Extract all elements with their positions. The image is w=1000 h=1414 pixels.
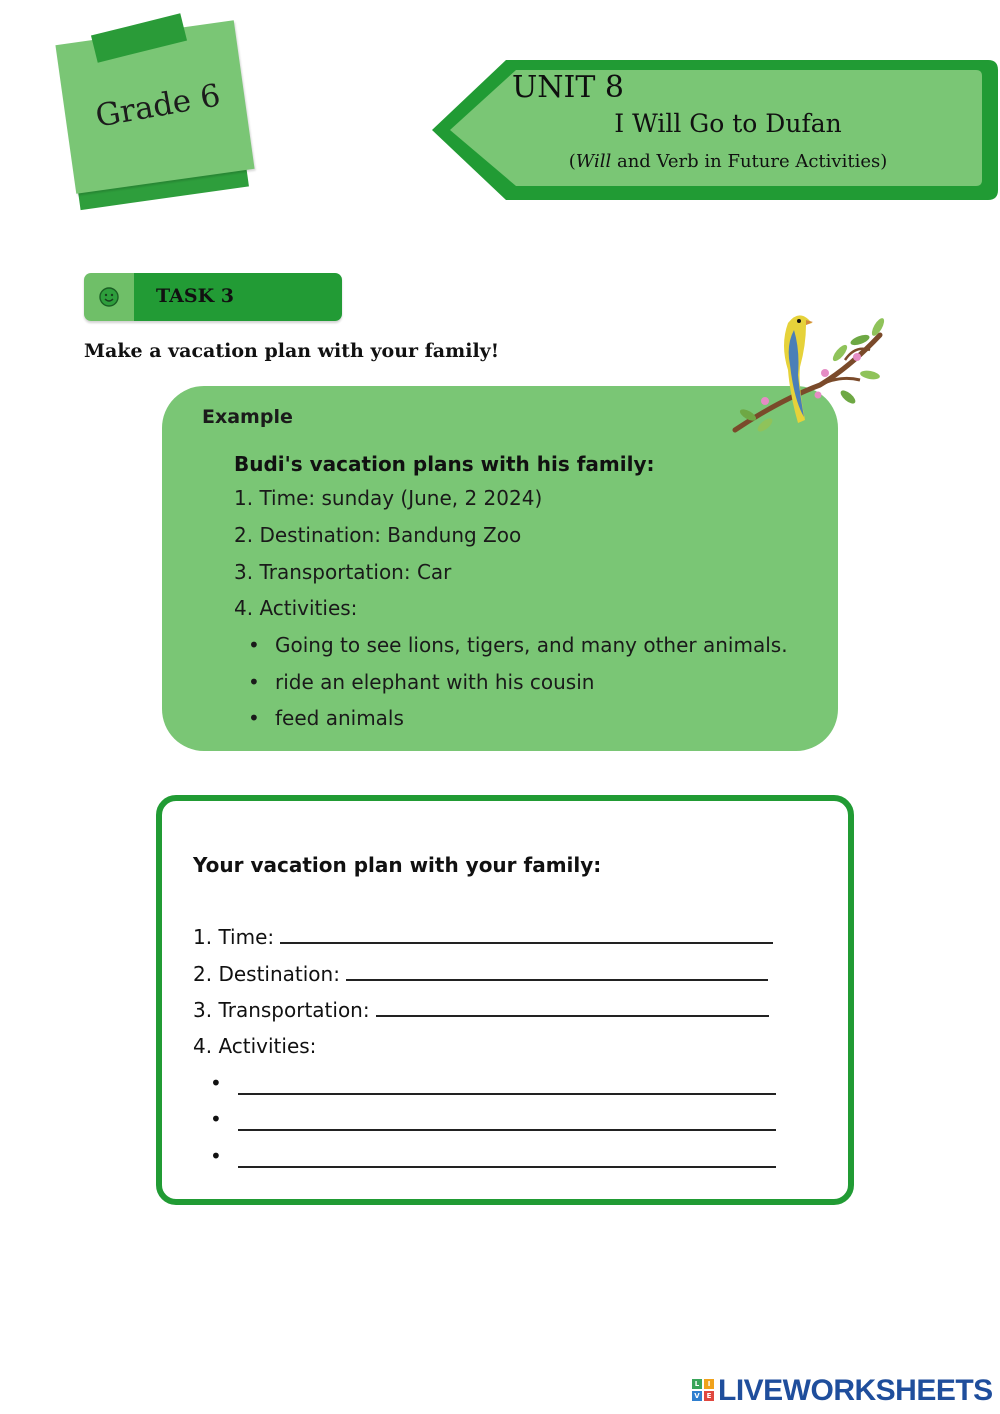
- logo-cell: E: [704, 1391, 714, 1401]
- bullet-dot: •: [210, 1107, 222, 1131]
- unit-subtitle: I Will Go to Dufan: [614, 109, 842, 138]
- example-activity-item: [252, 670, 594, 694]
- smiley-icon: [99, 287, 119, 307]
- instruction-text: Make a vacation plan with your family!: [84, 340, 500, 362]
- answer-destination-label: 2. Destination:: [193, 962, 340, 986]
- answer-transportation-row: [193, 997, 769, 1022]
- activity-text: ride an elephant with his cousin: [275, 670, 595, 694]
- task-pill: [84, 273, 342, 321]
- note-open: (: [568, 151, 576, 172]
- activity-blank[interactable]: [238, 1075, 776, 1095]
- task-label: TASK 3: [156, 285, 234, 307]
- answer-heading: Your vacation plan with your family:: [193, 853, 602, 877]
- example-time: 1. Time: sunday (June, 2 2024): [234, 486, 543, 510]
- transportation-blank[interactable]: [376, 997, 769, 1017]
- unit-banner: [428, 58, 998, 202]
- grade-sticky-note: [55, 10, 285, 220]
- activity-blank[interactable]: [238, 1148, 776, 1168]
- activity-blank[interactable]: [238, 1111, 776, 1131]
- example-destination: 2. Destination: Bandung Zoo: [234, 523, 522, 547]
- grade-label: Grade 6: [92, 77, 224, 135]
- answer-activities-label: 4. Activities:: [193, 1034, 317, 1058]
- example-card: [162, 386, 838, 751]
- example-transportation: 3. Transportation: Car: [234, 560, 452, 584]
- example-activity-item: [252, 706, 404, 730]
- logo-cell: I: [704, 1379, 714, 1389]
- answer-time-label: 1. Time:: [193, 925, 275, 949]
- logo-cell: V: [692, 1391, 702, 1401]
- unit-title: UNIT 8: [512, 70, 625, 105]
- bird-illustration: [720, 305, 890, 440]
- example-activity-item: [252, 633, 788, 657]
- note-rest: and Verb in Future Activities): [611, 151, 888, 172]
- bullet-dot: •: [210, 1071, 222, 1095]
- example-title: Example: [202, 406, 293, 428]
- answer-destination-row: [193, 961, 768, 986]
- logo-cell: L: [692, 1379, 702, 1389]
- destination-blank[interactable]: [346, 961, 768, 981]
- time-blank[interactable]: [280, 924, 773, 944]
- activity-text: Going to see lions, tigers, and many other animals.: [275, 633, 788, 657]
- note-italic: Will: [575, 151, 612, 172]
- bullet-dot: •: [210, 1144, 222, 1168]
- answer-time-row: [193, 924, 773, 949]
- answer-transportation-label: 3. Transportation:: [193, 998, 370, 1022]
- activity-text: feed animals: [275, 706, 404, 730]
- example-activities: 4. Activities:: [234, 596, 358, 620]
- logo-grid-icon: [692, 1379, 714, 1401]
- logo-text: LIVEWORKSHEETS: [718, 1374, 993, 1407]
- answer-card: [156, 795, 854, 1205]
- unit-grammar-note: [428, 151, 1000, 172]
- example-heading: Budi's vacation plans with his family:: [234, 452, 655, 476]
